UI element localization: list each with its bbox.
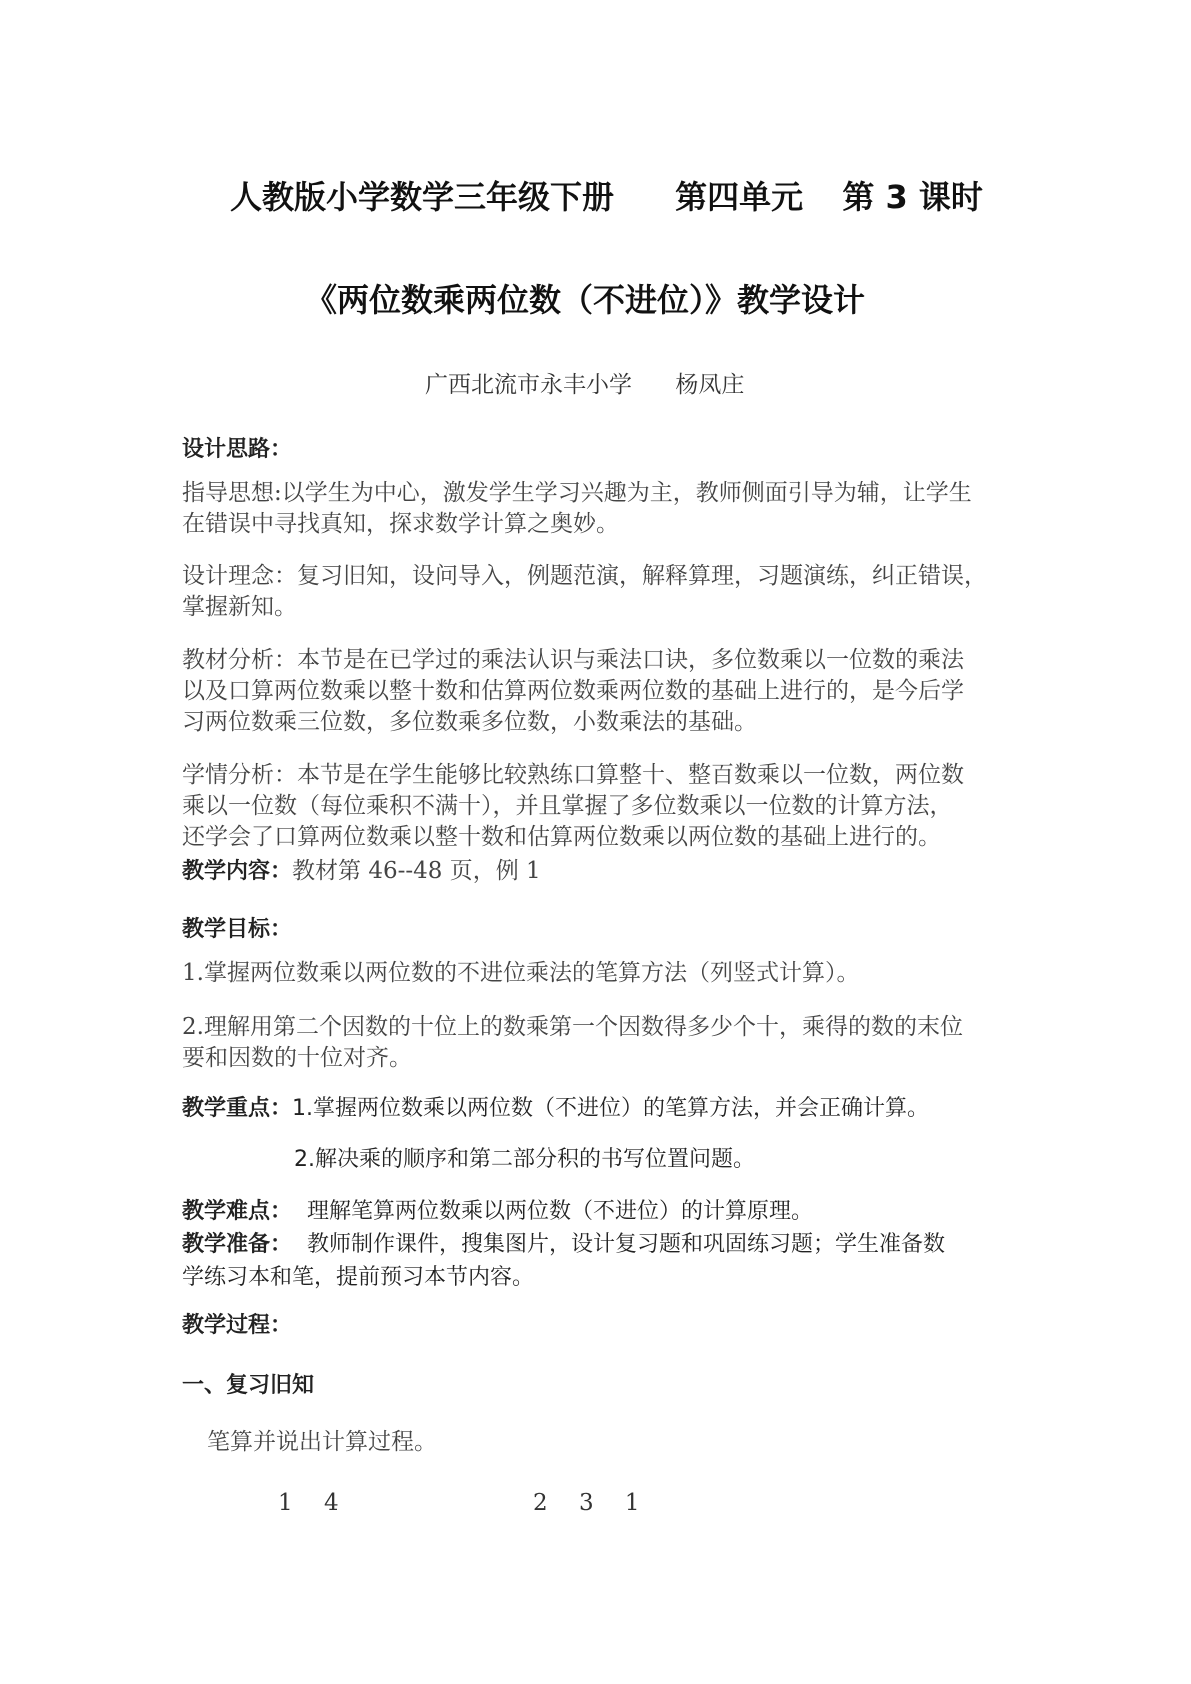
design-heading: 设计思路： (182, 437, 293, 462)
text-line: 指导思想:以学生为中心，激发学生学习兴趣为主，教师侧面引导为辅，让学生 (182, 480, 972, 506)
difficulty-text: 理解笔算两位数乘以两位数（不进位）的计算原理。 (307, 1199, 814, 1224)
guiding-thought (182, 478, 1042, 540)
content-text: 教材第 46--48 页，例 1 (292, 858, 541, 884)
preparation-text-1: 教师制作课件，搜集图片，设计复习题和巩固练习题；学生准备数 (307, 1232, 946, 1257)
lesson-label: 第 3 课时 (842, 178, 983, 216)
material-analysis (182, 645, 1042, 738)
design-concept (182, 561, 1042, 623)
heading-line-1 (230, 172, 983, 218)
vertical-number-2: 2 3 1 (533, 1490, 652, 1516)
text-line: 2.理解用第二个因数的十位上的数乘第一个因数得多少个十，乘得的数的末位 (182, 1014, 963, 1040)
content-label: 教学内容： (182, 859, 293, 884)
key-point-line-1 (182, 1092, 1042, 1125)
book-title: 人教版小学数学三年级下册 (230, 178, 615, 216)
vertical-number-1: 1 4 (278, 1490, 351, 1516)
preparation-text-2: 学练习本和笔，提前预习本节内容。 (182, 1265, 535, 1290)
unit-label: 第四单元 (675, 178, 804, 216)
text-line: 教材分析：本节是在已学过的乘法认识与乘法口诀，多位数乘以一位数的乘法 (182, 647, 964, 673)
text-line: 乘以一位数（每位乘积不满十），并且掌握了多位数乘以一位数的计算方法， (182, 793, 953, 819)
teaching-content (182, 854, 541, 887)
author-name: 杨凤庄 (675, 372, 745, 398)
difficulty (182, 1195, 1042, 1228)
student-analysis (182, 760, 1042, 853)
goals-heading: 教学目标： (182, 917, 293, 942)
preparation-label: 教学准备： (182, 1232, 293, 1257)
text-line: 在错误中寻找真知，探求数学计算之奥妙。 (182, 511, 619, 537)
process-heading: 教学过程： (182, 1313, 293, 1338)
school-name: 广西北流市永丰小学 (425, 372, 632, 398)
section-review: 一、复习旧知 (182, 1373, 315, 1398)
text-line: 设计理念：复习旧知，设问导入，例题范演，解释算理，习题演练，纠正错误， (182, 563, 987, 589)
text-line: 要和因数的十位对齐。 (182, 1045, 412, 1071)
key-point-1: 1.掌握两位数乘以两位数（不进位）的笔算方法，并会正确计算。 (292, 1096, 930, 1121)
difficulty-label: 教学难点： (182, 1199, 293, 1224)
goal-1: 1.掌握两位数乘以两位数的不进位乘法的笔算方法（列竖式计算）。 (182, 960, 860, 986)
text-line: 还学会了口算两位数乘以整十数和估算两位数乘以两位数的基础上进行的。 (182, 824, 941, 850)
author-line (425, 366, 744, 399)
key-points-label: 教学重点： (182, 1096, 293, 1121)
preparation-line-1 (182, 1228, 1042, 1261)
text-line: 掌握新知。 (182, 594, 297, 620)
instruction-text: 笔算并说出计算过程。 (207, 1429, 437, 1455)
text-line: 学情分析：本节是在学生能够比较熟练口算整十、整百数乘以一位数，两位数 (182, 762, 964, 788)
preparation (182, 1228, 1042, 1294)
page-title: 《两位数乘两位数（不进位）》教学设计 (305, 281, 866, 319)
text-line: 习两位数乘三位数，多位数乘多位数，小数乘法的基础。 (182, 709, 757, 735)
key-point-2: 2.解决乘的顺序和第二部分积的书写位置问题。 (294, 1147, 755, 1172)
text-line: 以及口算两位数乘以整十数和估算两位数乘两位数的基础上进行的，是今后学 (182, 678, 964, 704)
goal-2 (182, 1012, 1042, 1074)
key-points (182, 1092, 1042, 1125)
